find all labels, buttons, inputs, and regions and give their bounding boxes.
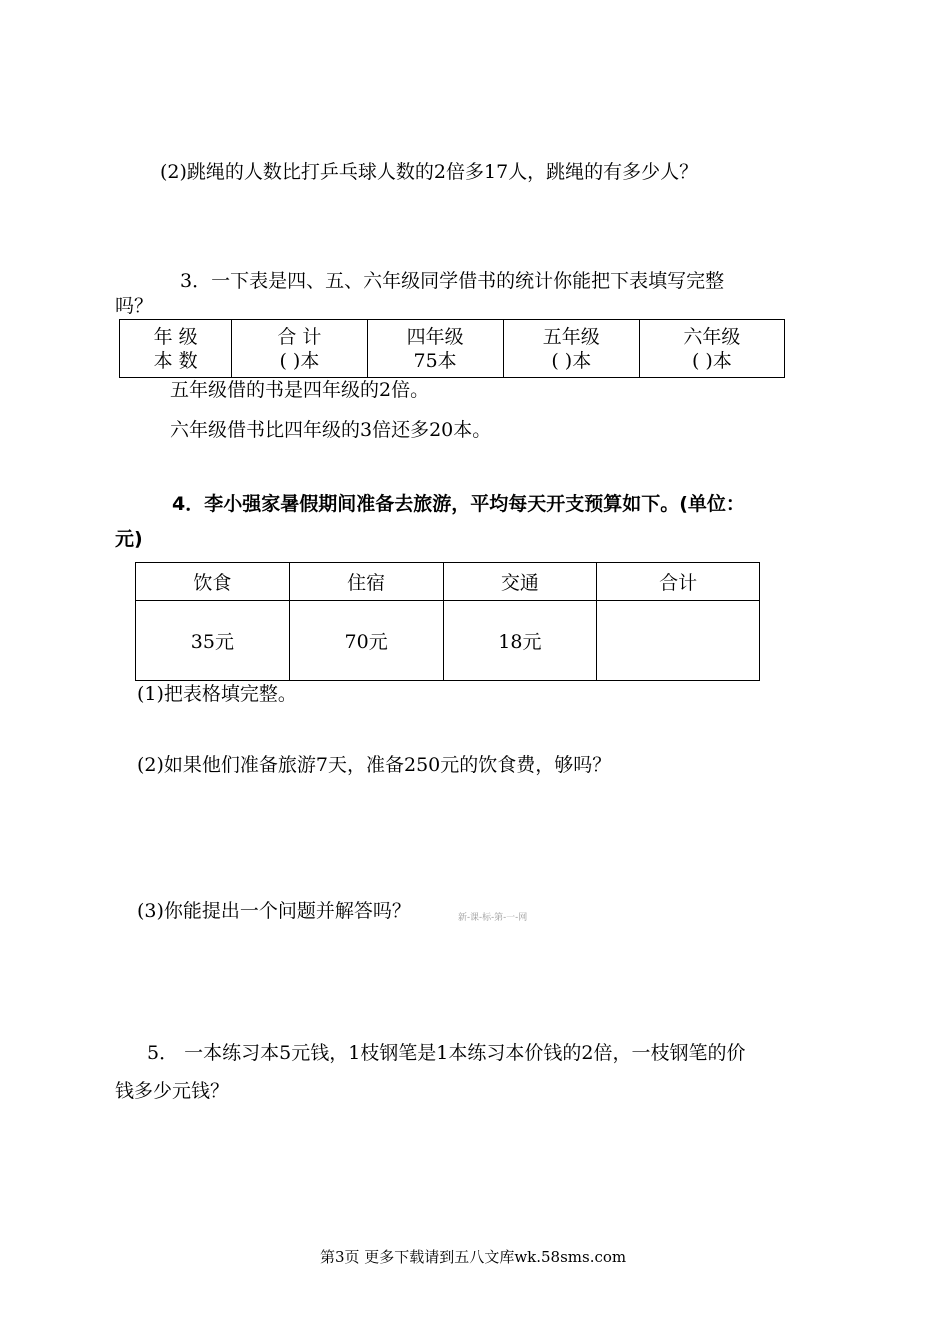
question-4-sub-1: (1)把表格填完整。 xyxy=(137,683,297,705)
question-5-line-1: 5． 一本练习本5元钱，1枝钢笔是1本练习本价钱的2倍，一枝钢笔的价 xyxy=(147,1042,746,1064)
table-cell: 四年级 75本 xyxy=(367,320,503,378)
question-2-part-2: (2)跳绳的人数比打乒乓球人数的2倍多17人，跳绳的有多少人？ xyxy=(160,161,699,183)
table-cell: 35元 xyxy=(136,601,290,681)
page-footer: 第3页 更多下载请到五八文库wk.58sms.com xyxy=(320,1248,627,1266)
question-3-note-2: 六年级借书比四年级的3倍还多20本。 xyxy=(170,419,492,441)
table-header: 住宿 xyxy=(289,563,443,601)
table-cell: 18元 xyxy=(443,601,597,681)
question-4-sub-2: (2)如果他们准备旅游7天，准备250元的饮食费，够吗？ xyxy=(137,754,612,776)
watermark-text: 新-课-标-第-一-网 xyxy=(458,913,528,923)
question-4-sub-3: (3)你能提出一个问题并解答吗？ xyxy=(137,900,411,922)
travel-budget-table xyxy=(135,562,760,681)
table-header: 饮食 xyxy=(136,563,290,601)
table-cell: 六年级 ( )本 xyxy=(639,320,784,378)
table-cell: 合 计 ( )本 xyxy=(232,320,367,378)
question-3-line-2: 吗？ xyxy=(115,295,154,317)
question-3-note-1: 五年级借的书是四年级的2倍。 xyxy=(170,379,430,401)
question-4-line-2: 元) xyxy=(115,528,143,550)
table-cell: 五年级 ( )本 xyxy=(503,320,639,378)
question-4-line-1: 4．李小强家暑假期间准备去旅游，平均每天开支预算如下。(单位： xyxy=(172,493,745,515)
table-cell xyxy=(597,601,760,681)
question-3-line-1: 3．一下表是四、五、六年级同学借书的统计你能把下表填写完整 xyxy=(180,270,725,292)
table-header: 交通 xyxy=(443,563,597,601)
question-5-line-2: 钱多少元钱？ xyxy=(115,1080,230,1102)
table-header: 合计 xyxy=(597,563,760,601)
table-cell: 70元 xyxy=(289,601,443,681)
book-stats-table xyxy=(119,319,785,378)
table-cell: 年 级 本 数 xyxy=(120,320,232,378)
